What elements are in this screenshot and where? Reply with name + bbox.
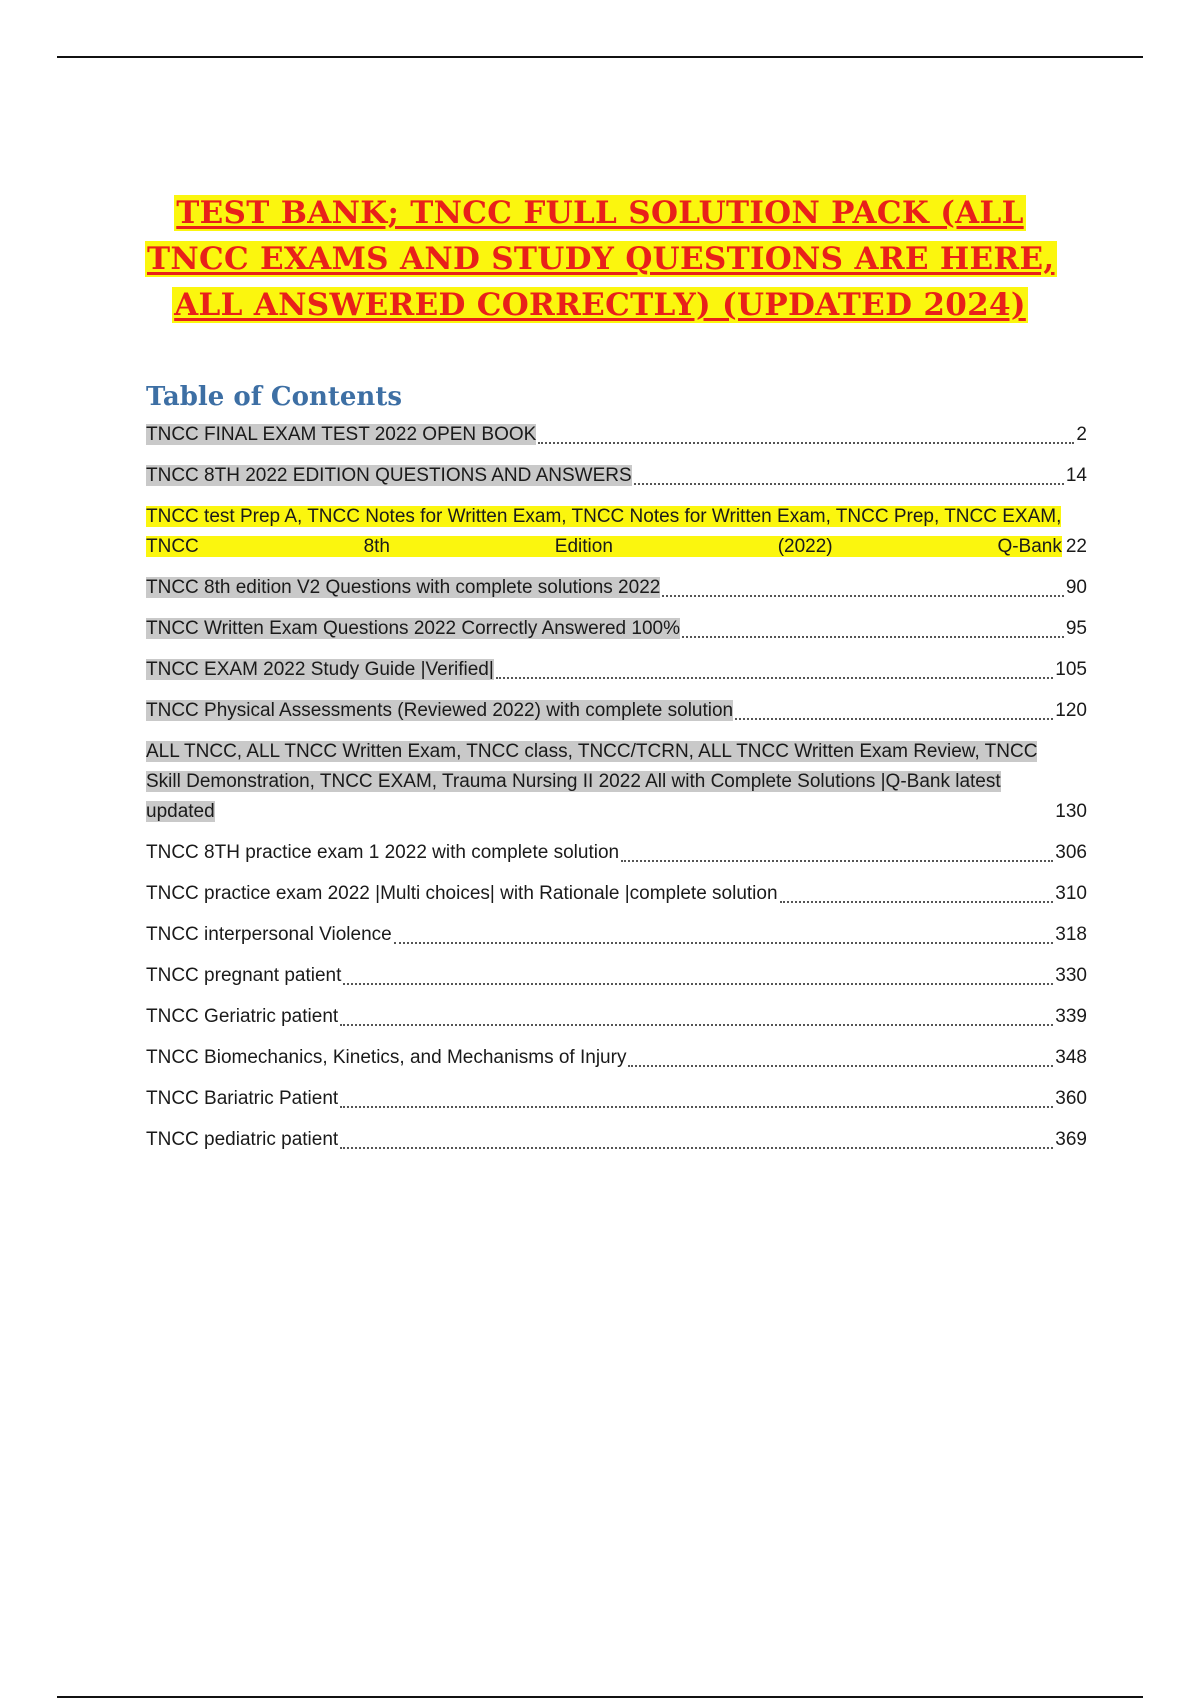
toc-entry-row <box>146 961 1087 991</box>
toc-entry-title-text: TNCC FINAL EXAM TEST 2022 OPEN BOOK <box>146 424 537 445</box>
toc-entry-row <box>146 655 1087 685</box>
toc-dot-leader <box>634 483 1064 485</box>
toc-entry[interactable] <box>146 920 1087 950</box>
toc-entry-page-number[interactable]: 318 <box>1055 924 1087 945</box>
toc-entry-title[interactable] <box>146 696 733 726</box>
toc-entry-title-text: TNCC Bariatric Patient <box>146 1088 339 1109</box>
toc-entry-row <box>146 1125 1087 1155</box>
toc-entry[interactable] <box>146 502 1087 562</box>
toc-entry-title-text: TNCC test Prep A, TNCC Notes for Written Exam, TNCC Notes for Written Exam, TNCC Prep, TNCC EXAM, TNCC 8th Edition (2022) Q-Bank <box>146 506 1062 557</box>
toc-entry-title[interactable] <box>146 461 632 491</box>
toc-entry-title[interactable] <box>146 1125 338 1155</box>
toc-entry-title[interactable] <box>146 502 1062 562</box>
toc-entry-title[interactable] <box>146 1043 626 1073</box>
toc-entry[interactable] <box>146 838 1087 868</box>
toc-entry-row <box>146 1084 1087 1114</box>
toc-entry-page-number[interactable]: 2 <box>1076 424 1087 445</box>
toc-entry-title-text: TNCC 8th edition V2 Questions with complete solutions 2022 <box>146 577 661 598</box>
toc-dot-leader <box>340 1147 1053 1149</box>
toc-entry-title[interactable] <box>146 879 778 909</box>
toc-entry[interactable] <box>146 461 1087 491</box>
toc-entry[interactable] <box>146 1002 1087 1032</box>
toc-entry-title[interactable] <box>146 1084 338 1114</box>
toc-entry-title-text: TNCC interpersonal Violence <box>146 924 392 945</box>
toc-entry-title[interactable] <box>146 1002 338 1032</box>
toc-entry-row <box>146 737 1087 827</box>
toc-entry-title[interactable] <box>146 420 536 450</box>
toc-entry-row <box>146 420 1087 450</box>
toc-entry-row <box>146 1043 1087 1073</box>
toc-entry-title-text: TNCC Geriatric patient <box>146 1006 339 1027</box>
toc-dot-leader <box>621 860 1053 862</box>
toc-entry[interactable] <box>146 573 1087 603</box>
toc-entry-row <box>146 461 1087 491</box>
toc-entry[interactable] <box>146 1125 1087 1155</box>
toc-entry-row <box>146 696 1087 726</box>
toc-entry-page-number[interactable]: 369 <box>1055 1129 1087 1150</box>
toc-dot-leader <box>496 677 1053 679</box>
toc-entry-title-text: TNCC 8TH practice exam 1 2022 with complete solution <box>146 842 620 863</box>
toc-entry-page-number[interactable]: 310 <box>1055 883 1087 904</box>
toc-dot-leader <box>682 636 1064 638</box>
toc-dot-leader <box>538 442 1074 444</box>
toc-entry-title-text: TNCC Biomechanics, Kinetics, and Mechanisms of Injury <box>146 1047 627 1068</box>
toc-dot-leader <box>662 595 1064 597</box>
toc-list <box>146 420 1087 1155</box>
toc-entry[interactable] <box>146 420 1087 450</box>
toc-entry[interactable] <box>146 961 1087 991</box>
toc-entry-row <box>146 920 1087 950</box>
toc-entry-page-number[interactable]: 360 <box>1055 1088 1087 1109</box>
toc-entry-title-text: TNCC Physical Assessments (Reviewed 2022) with complete solution <box>146 700 734 721</box>
toc-heading: Table of Contents <box>146 382 402 412</box>
footer-rule <box>57 1696 1143 1698</box>
toc-entry[interactable] <box>146 737 1087 827</box>
document-title <box>145 190 1055 328</box>
toc-entry[interactable] <box>146 1084 1087 1114</box>
toc-entry-row <box>146 502 1087 562</box>
toc-entry-row <box>146 1002 1087 1032</box>
toc-entry-title-text: TNCC pediatric patient <box>146 1129 339 1150</box>
toc-dot-leader <box>735 718 1053 720</box>
toc-entry[interactable] <box>146 696 1087 726</box>
toc-dot-leader <box>780 901 1054 903</box>
toc-dot-leader <box>340 1106 1053 1108</box>
toc-entry-title-text: TNCC 8TH 2022 EDITION QUESTIONS AND ANSWERS <box>146 465 632 486</box>
toc-entry-page-number[interactable]: 105 <box>1055 659 1087 680</box>
toc-entry-page-number[interactable]: 90 <box>1065 577 1087 598</box>
toc-entry[interactable] <box>146 655 1087 685</box>
toc-entry[interactable] <box>146 1043 1087 1073</box>
toc-entry-title[interactable] <box>146 655 494 685</box>
toc-entry-title-text: TNCC pregnant patient <box>146 965 342 986</box>
toc-entry-title[interactable] <box>146 573 660 603</box>
toc-entry-title[interactable] <box>146 961 341 991</box>
toc-entry-page-number[interactable]: 339 <box>1055 1006 1087 1027</box>
toc-entry[interactable] <box>146 614 1087 644</box>
toc-dot-leader <box>343 983 1053 985</box>
toc-entry-title-text: TNCC Written Exam Questions 2022 Correctly Answered 100% <box>146 618 680 639</box>
toc-entry-page-number[interactable]: 14 <box>1065 465 1087 486</box>
toc-entry-page-number[interactable]: 120 <box>1055 700 1087 721</box>
toc-entry-row <box>146 614 1087 644</box>
toc-entry-page-number[interactable]: 130 <box>1055 801 1087 822</box>
toc-entry-title[interactable] <box>146 737 1051 827</box>
toc-dot-leader <box>340 1024 1053 1026</box>
header-rule <box>57 56 1143 58</box>
table-of-contents <box>146 380 1087 1166</box>
toc-entry-title-text: ALL TNCC, ALL TNCC Written Exam, TNCC class, TNCC/TCRN, ALL TNCC Written Exam Review, TNCC Skill Demonstration, TNCC EXAM, Trauma Nursing II 2022 All with Complete Solutions |Q-Bank latest updated <box>146 741 1038 822</box>
toc-entry-row <box>146 838 1087 868</box>
toc-entry-row <box>146 573 1087 603</box>
toc-entry-title[interactable] <box>146 838 619 868</box>
toc-entry-page-number[interactable]: 330 <box>1055 965 1087 986</box>
toc-entry-page-number[interactable]: 95 <box>1065 618 1087 639</box>
toc-entry-row <box>146 879 1087 909</box>
toc-entry[interactable] <box>146 879 1087 909</box>
toc-entry-title[interactable] <box>146 614 680 644</box>
toc-dot-leader <box>628 1065 1053 1067</box>
toc-entry-page-number[interactable]: 348 <box>1055 1047 1087 1068</box>
toc-entry-page-number[interactable]: 22 <box>1065 536 1087 557</box>
toc-entry-title-text: TNCC EXAM 2022 Study Guide |Verified| <box>146 659 494 680</box>
toc-entry-title[interactable] <box>146 920 392 950</box>
document-title-text: TEST BANK; TNCC FULL SOLUTION PACK (ALL TNCC EXAMS AND STUDY QUESTIONS ARE HERE, ALL ANSWERED CORRECTLY) (UPDATED 2024) <box>147 195 1055 323</box>
toc-dot-leader <box>394 942 1054 944</box>
toc-entry-title-text: TNCC practice exam 2022 |Multi choices| with Rationale |complete solution <box>146 883 778 904</box>
toc-entry-page-number[interactable]: 306 <box>1055 842 1087 863</box>
